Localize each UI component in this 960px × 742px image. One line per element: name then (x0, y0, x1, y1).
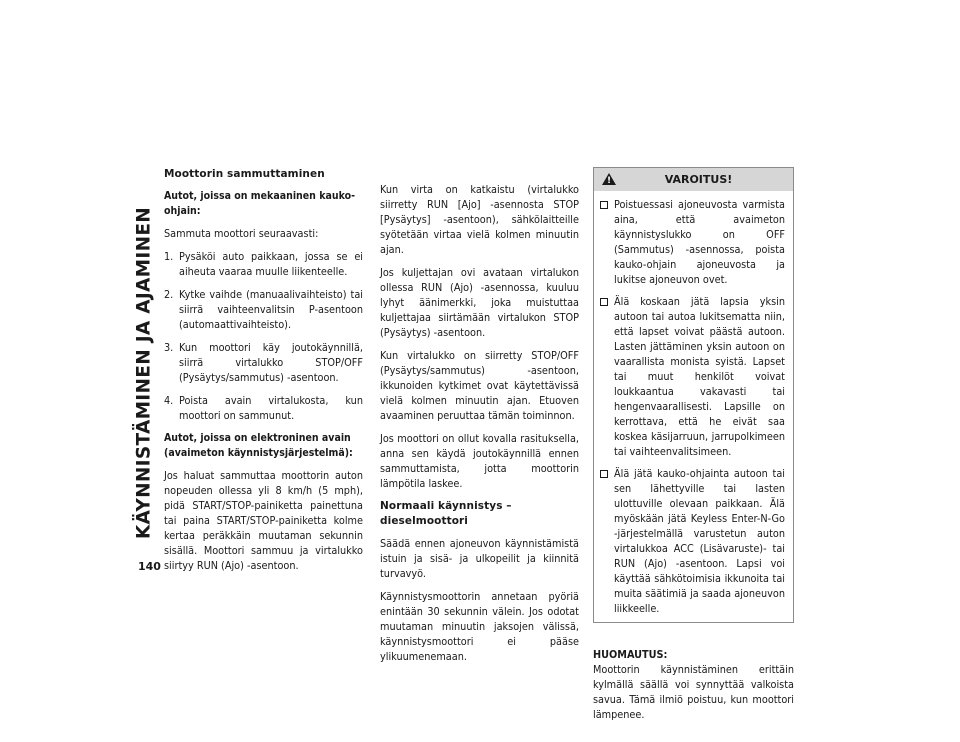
square-bullet-icon (600, 298, 608, 306)
list-item (600, 197, 785, 287)
square-bullet-icon (600, 470, 608, 478)
warning-text: Älä koskaan jätä lapsia yksin autoon tai autoa lukitsematta niin, että lapset voivat päästä autoon. Lasten jättäminen yksin autoon on vaarallista monista syistä. Lapset tai muut henkilöt voivat loukkaantua vakavasti tai hengenvaarallisesti. Lapsille on kerrottava, että he eivät saa koskea käsijarruun, jarrupolkimeen tai vaihteenvalitsimeen. (614, 295, 785, 458)
chapter-title: KÄYNNISTÄMINEN JA AJAMINEN (133, 206, 155, 539)
warning-text: Poistuessasi ajoneuvosta varmista aina, että avaimeton käynnistyslukko on OFF (Sammutus) -asennossa, poista kauko-ohjain ajoneuvosta ja lukitse ajoneuvon ovet. (614, 198, 785, 286)
list-item (600, 294, 785, 459)
paragraph: Jos moottori on ollut kovalla rasituksella, anna sen käydä joutokäynnillä ennen sammuttamista, jotta moottorin lämpötila laskee. (380, 432, 579, 490)
list-item (164, 249, 363, 279)
page-number: 140 (138, 560, 161, 573)
step-text: Pysäköi auto paikkaan, jossa se ei aiheuta vaaraa muulle liikenteelle. (179, 250, 363, 278)
step-number: 3. (164, 341, 174, 354)
warning-box (593, 167, 794, 623)
subheading-electronic-key: Autot, joissa on elektroninen avain (avaimeton käynnistysjärjestelmä): (164, 432, 353, 459)
step-text: Kytke vaihde (manuaalivaihteisto) tai siirrä vaihteenvalitsin P-asentoon (automaattivaihteisto). (179, 288, 363, 331)
paragraph: Jos kuljettajan ovi avataan virtalukon ollessa RUN (Ajo) -asennossa, kuuluu lyhyt äänimerkki, joka muistuttaa kuljettajaa siirtämään virtalukon STOP (Pysäytys) -asentoon. (380, 266, 579, 339)
list-item (600, 466, 785, 616)
step-text: Kun moottori käy joutokäynnillä, siirrä virtalukko STOP/OFF (Pysäytys/sammutus) -asentoon. (179, 341, 363, 384)
column-left (164, 167, 363, 581)
warning-header (594, 168, 793, 191)
column-middle (380, 182, 579, 672)
list-item (164, 287, 363, 332)
chapter-side-tab (130, 160, 158, 585)
column-right (593, 167, 794, 722)
warning-text: Älä jätä kauko-ohjainta autoon tai sen lähettyville tai lasten ulottuville olevaan paikkaan. Älä myöskään jätä Keyless Enter-N-Go -järjestelmällä varustetun auton virtalukkoa ACC (Lisävaruste)- tai RUN (Ajo) -asentoon. Lapsi voi käyttää sähkötoimisia ikkunoita tai muita säätimiä ja saada ajoneuvon liikkeelle. (614, 467, 785, 615)
note-text: Moottorin käynnistäminen erittäin kylmällä säällä voi synnyttää valkoista savua. Tämä ilmiö poistuu, kun moottori lämpenee. (593, 663, 794, 721)
step-number: 4. (164, 394, 174, 407)
step-number: 1. (164, 250, 174, 263)
step-number: 2. (164, 288, 174, 301)
note-title: HUOMAUTUS: (593, 648, 668, 661)
list-item (164, 340, 363, 385)
paragraph: Käynnistysmoottorin annetaan pyöriä enintään 30 sekunnin välein. Jos odotat muutaman minuutin jaksojen välissä, käynnistysmoottori ei pääse ylikuumenemaan. (380, 590, 579, 663)
square-bullet-icon (600, 201, 608, 209)
list-item (164, 393, 363, 423)
paragraph: Kun virtalukko on siirretty STOP/OFF (Pysäytys/sammutus) -asentoon, ikkunoiden kytkimet ovat käytettävissä vielä kolmen minuutin ajan. Etuoven avaaminen peruuttaa tämän toiminnon. (380, 349, 579, 422)
warning-body (594, 191, 793, 622)
steps-list (164, 249, 363, 423)
intro-text: Sammuta moottori seuraavasti: (164, 227, 319, 240)
subheading-mechanical-key: Autot, joissa on mekaaninen kauko-ohjain: (164, 190, 355, 217)
paragraph: Jos haluat sammuttaa moottorin auton nopeuden ollessa yli 8 km/h (5 mph), pidä START/STOP-painiketta painettuna tai paina START/STOP-painiketta kolme kertaa peräkkäin muutaman sekunnin sisällä. Moottori sammuu ja virtalukko siirtyy RUN (Ajo) -asentoon. (164, 469, 363, 572)
warning-triangle-icon: ! (602, 173, 616, 185)
step-text: Poista avain virtalukosta, kun moottori on sammunut. (179, 394, 363, 422)
section-heading-diesel-start: Normaali käynnistys – dieselmoottori (380, 500, 512, 527)
paragraph: Säädä ennen ajoneuvon käynnistämistä istuin ja sisä- ja ulkopeilit ja kiinnitä turvavyö. (380, 537, 579, 580)
section-heading-stopping-engine: Moottorin sammuttaminen (164, 168, 325, 180)
paragraph: Kun virta on katkaistu (virtalukko siirretty RUN [Ajo] -asennosta STOP [Pysäytys] -asentoon), sähkölaitteille syötetään virtaa vielä kolmen minuutin ajan. (380, 183, 579, 256)
warning-title: VAROITUS! (664, 173, 733, 186)
